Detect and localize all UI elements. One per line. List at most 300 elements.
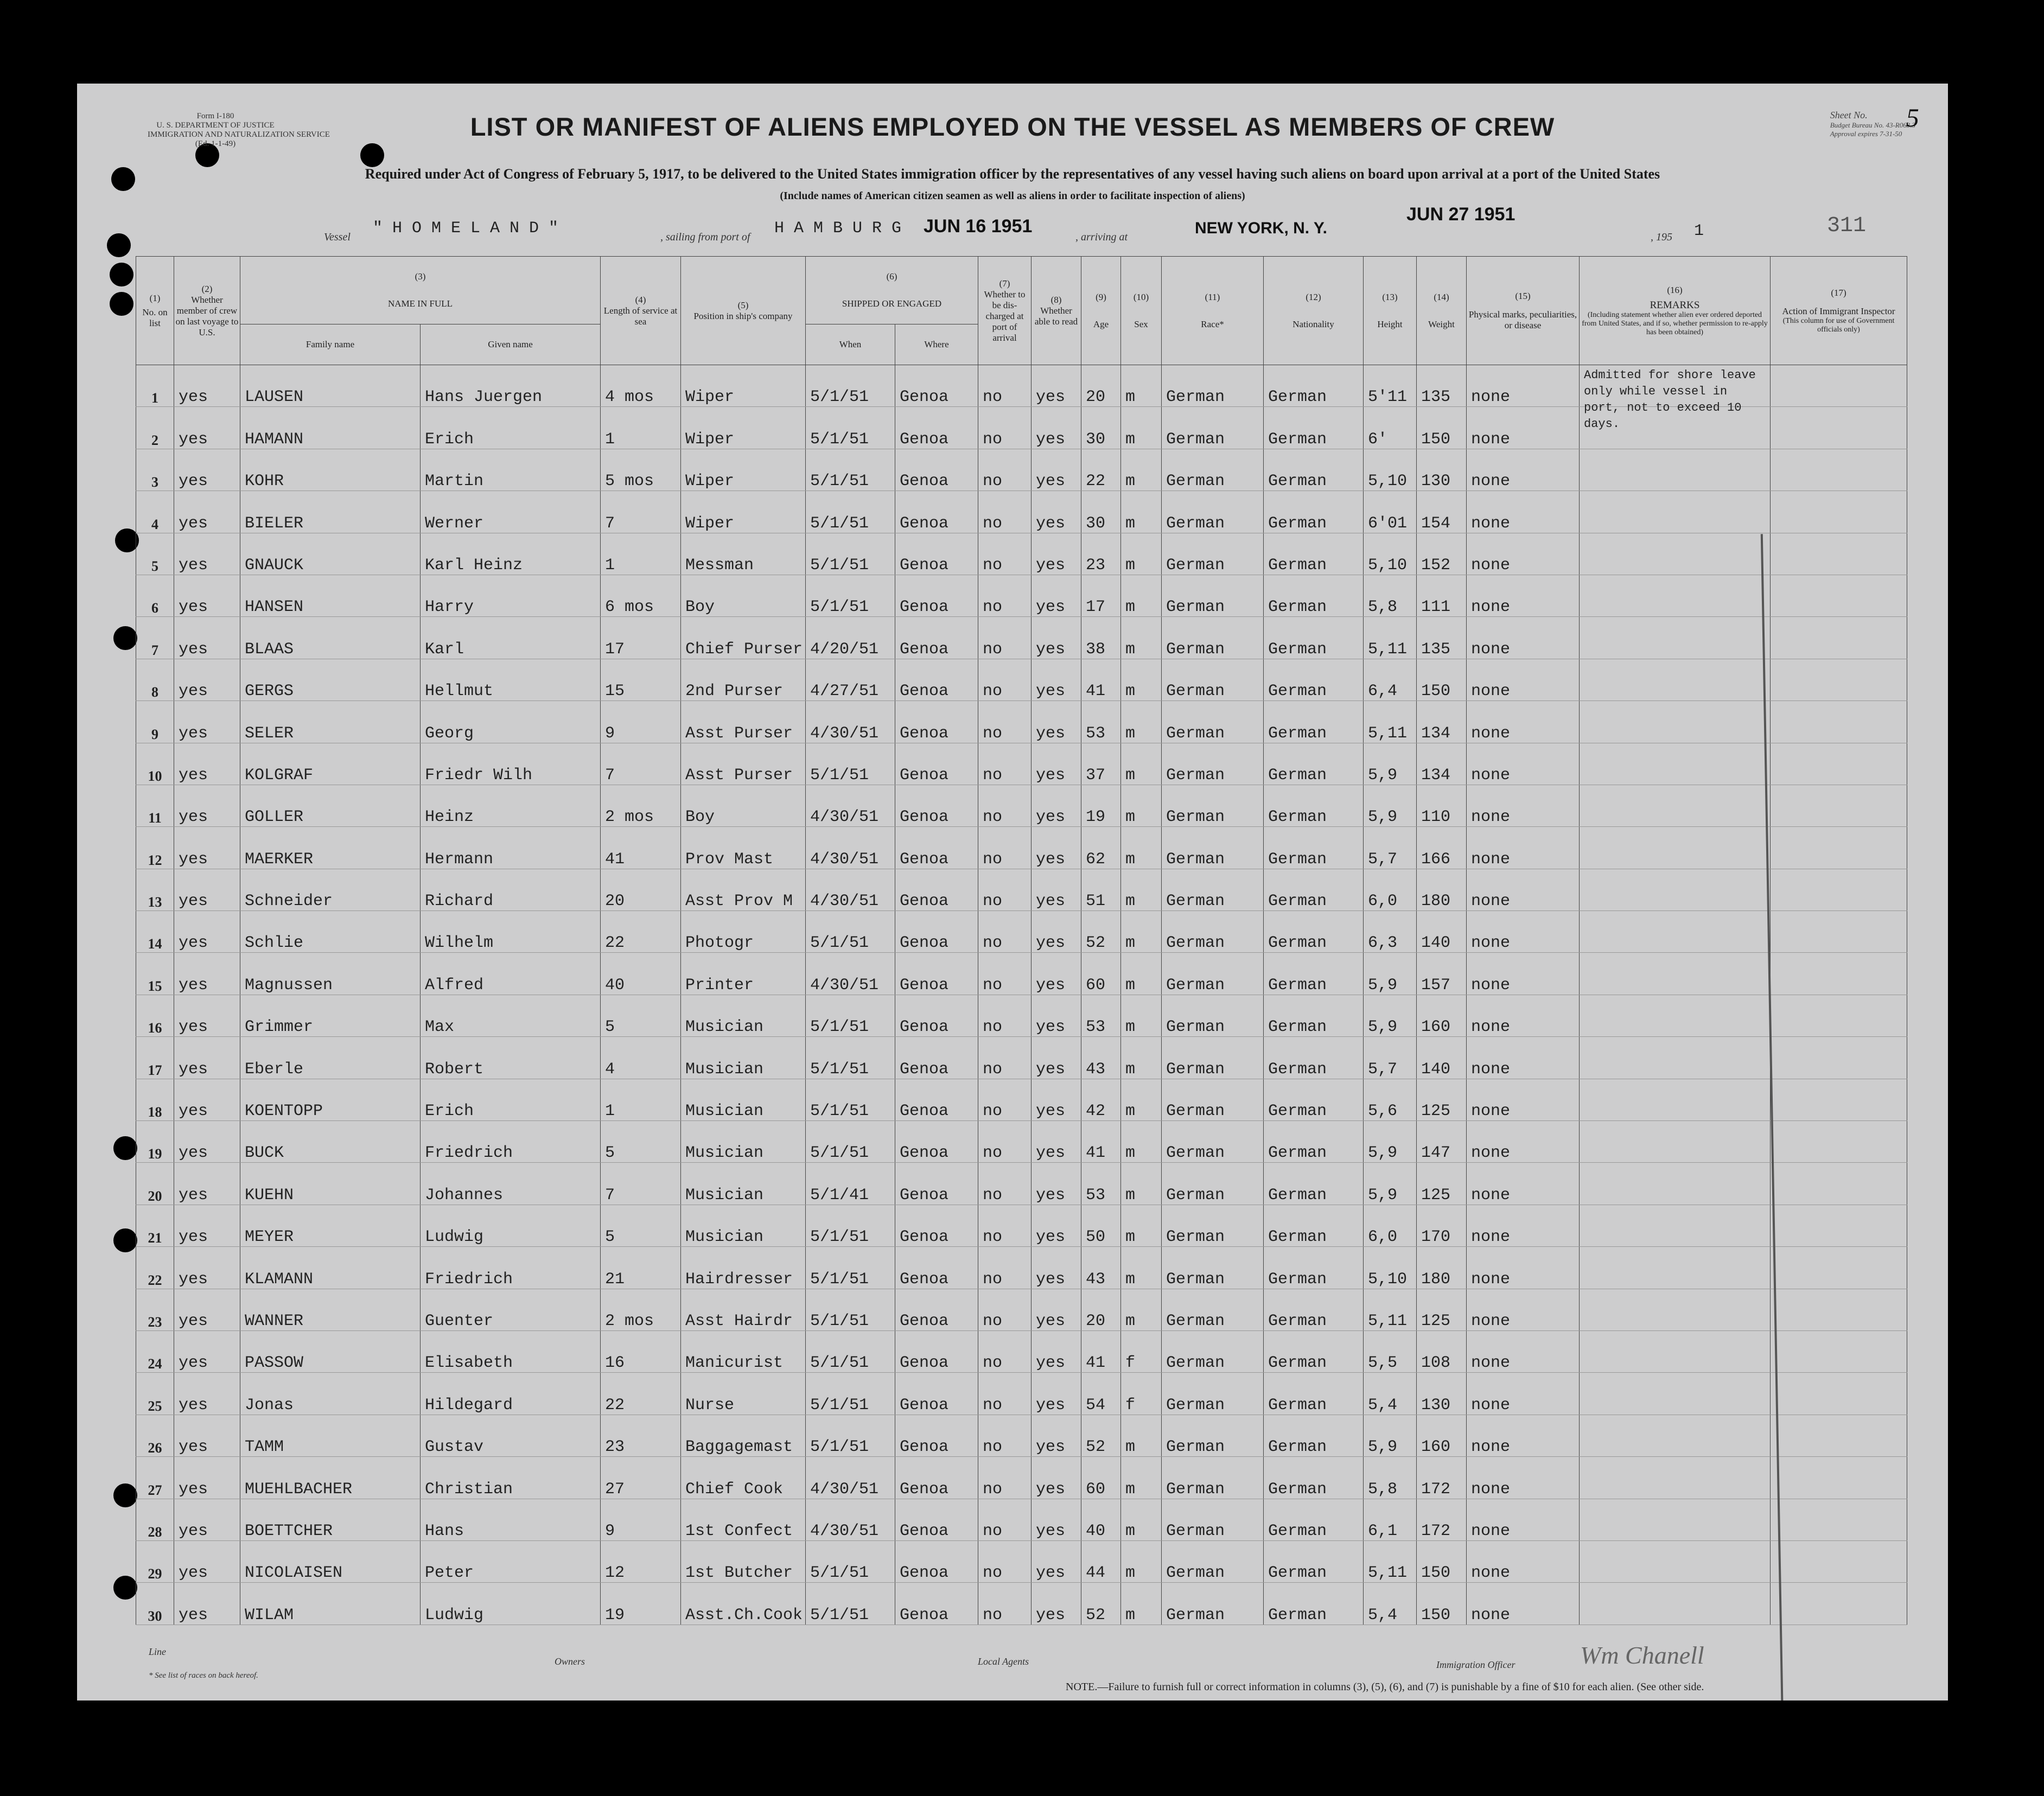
inspector-action-cell [1771, 869, 1907, 910]
row-number: 11 [136, 785, 174, 826]
sex-cell: m [1121, 701, 1162, 743]
row-number: 17 [136, 1037, 174, 1079]
table-row [136, 659, 1907, 700]
physical-marks-cell: none [1467, 701, 1580, 743]
inspector-action-cell [1771, 1247, 1907, 1289]
nationality-cell: German [1264, 365, 1364, 407]
table-row [136, 785, 1907, 826]
height-cell: 6,0 [1364, 1205, 1417, 1246]
shipped-where-cell: Genoa [895, 449, 978, 491]
race-cell: German [1162, 1037, 1264, 1079]
crew-manifest-table [136, 256, 1907, 1625]
weight-cell: 157 [1417, 953, 1467, 995]
position-cell: 1st Confect [681, 1499, 806, 1540]
col-able-to-read: (8) Whether able to read [1031, 257, 1081, 365]
discharge-cell: no [978, 659, 1031, 700]
race-cell: German [1162, 1415, 1264, 1456]
sheet-label: Sheet No. [1830, 110, 1868, 120]
nationality-cell: German [1264, 1037, 1364, 1079]
able-to-read-cell: yes [1031, 1037, 1081, 1079]
family-name-cell: BUCK [240, 1121, 421, 1163]
family-name-cell: Schneider [240, 869, 421, 910]
race-cell: German [1162, 785, 1264, 826]
row-number: 1 [136, 365, 174, 407]
discharge-cell: no [978, 1373, 1031, 1415]
table-row [136, 365, 1907, 407]
physical-marks-cell: none [1467, 743, 1580, 785]
family-name-cell: KLAMANN [240, 1247, 421, 1289]
position-cell: Asst Hairdr [681, 1289, 806, 1330]
col-shipped-where: Where [895, 324, 978, 365]
physical-marks-cell: none [1467, 1330, 1580, 1372]
age-cell: 37 [1081, 743, 1121, 785]
able-to-read-cell: yes [1031, 1415, 1081, 1456]
footer-line-label: Line [149, 1646, 167, 1657]
service-length-cell: 40 [601, 953, 681, 995]
race-cell: German [1162, 407, 1264, 449]
position-cell: Nurse [681, 1373, 806, 1415]
remarks-cell [1580, 449, 1771, 491]
shipped-where-cell: Genoa [895, 869, 978, 910]
discharge-cell: no [978, 1037, 1031, 1079]
shipped-when-cell: 4/30/51 [806, 869, 895, 910]
discharge-cell: no [978, 491, 1031, 533]
sheet-number: 5 [1906, 104, 1919, 132]
position-cell: 2nd Purser [681, 659, 806, 700]
nationality-cell: German [1264, 1373, 1364, 1415]
able-to-read-cell: yes [1031, 575, 1081, 616]
physical-marks-cell: none [1467, 1540, 1580, 1582]
shipped-when-cell: 4/30/51 [806, 785, 895, 826]
table-row [136, 1205, 1907, 1246]
family-name-cell: Eberle [240, 1037, 421, 1079]
able-to-read-cell: yes [1031, 617, 1081, 659]
service-length-cell: 15 [601, 659, 681, 700]
height-cell: 5,9 [1364, 743, 1417, 785]
discharge-cell: no [978, 1499, 1031, 1540]
inspector-action-cell [1771, 1079, 1907, 1120]
weight-cell: 110 [1417, 785, 1467, 826]
sex-cell: m [1121, 1163, 1162, 1205]
shipped-when-cell: 5/1/51 [806, 1121, 895, 1163]
table-row [136, 491, 1907, 533]
position-cell: Wiper [681, 491, 806, 533]
prev-voyage-cell: yes [174, 743, 240, 785]
service-length-cell: 21 [601, 1247, 681, 1289]
physical-marks-cell: none [1467, 1205, 1580, 1246]
weight-cell: 160 [1417, 995, 1467, 1036]
given-name-cell: Wilhelm [421, 911, 601, 953]
age-cell: 51 [1081, 869, 1121, 910]
physical-marks-cell: none [1467, 1289, 1580, 1330]
shipped-where-cell: Genoa [895, 1121, 978, 1163]
family-name-cell: Grimmer [240, 995, 421, 1036]
row-number: 3 [136, 449, 174, 491]
sex-cell: m [1121, 1415, 1162, 1456]
inspector-action-cell [1771, 1457, 1907, 1499]
arrival-date-stamp: JUN 27 1951 [1406, 204, 1516, 225]
remarks-text: Admitted for shore leave only while vessel in port, not to exceed 10 days. [1584, 368, 1756, 431]
physical-marks-cell: none [1467, 533, 1580, 575]
nationality-cell: German [1264, 1121, 1364, 1163]
able-to-read-cell: yes [1031, 1583, 1081, 1625]
col-shipped-when: When [806, 324, 895, 365]
prev-voyage-cell: yes [174, 1540, 240, 1582]
row-number: 5 [136, 533, 174, 575]
physical-marks-cell: none [1467, 575, 1580, 616]
age-cell: 42 [1081, 1079, 1121, 1120]
given-name-cell: Friedrich [421, 1121, 601, 1163]
table-row [136, 1457, 1907, 1499]
position-cell: Hairdresser [681, 1247, 806, 1289]
nationality-cell: German [1264, 869, 1364, 910]
shipped-when-cell: 5/1/51 [806, 1205, 895, 1246]
able-to-read-cell: yes [1031, 995, 1081, 1036]
age-cell: 23 [1081, 533, 1121, 575]
given-name-cell: Friedr Wilh [421, 743, 601, 785]
remarks-cell [1580, 1037, 1771, 1079]
punch-hole [113, 1228, 137, 1252]
height-cell: 5,7 [1364, 827, 1417, 869]
punch-hole [113, 1483, 137, 1507]
family-name-cell: KUEHN [240, 1163, 421, 1205]
race-cell: German [1162, 1373, 1264, 1415]
age-cell: 44 [1081, 1540, 1121, 1582]
shipped-when-cell: 5/1/51 [806, 491, 895, 533]
weight-cell: 134 [1417, 743, 1467, 785]
able-to-read-cell: yes [1031, 1205, 1081, 1246]
col-length-of-service: (4) Length of service at sea [601, 257, 681, 365]
height-cell: 6'01 [1364, 491, 1417, 533]
nationality-cell: German [1264, 1330, 1364, 1372]
shipped-when-cell: 4/30/51 [806, 1457, 895, 1499]
family-name-cell: Jonas [240, 1373, 421, 1415]
nationality-cell: German [1264, 407, 1364, 449]
physical-marks-cell: none [1467, 1583, 1580, 1625]
punch-hole [360, 143, 384, 167]
able-to-read-cell: yes [1031, 365, 1081, 407]
nationality-cell: German [1264, 827, 1364, 869]
header-row [136, 257, 1907, 324]
position-cell: Baggagemast [681, 1415, 806, 1456]
age-cell: 22 [1081, 449, 1121, 491]
inspector-action-cell [1771, 407, 1907, 449]
inspector-action-cell [1771, 743, 1907, 785]
service-length-cell: 7 [601, 1163, 681, 1205]
race-cell: German [1162, 1540, 1264, 1582]
nationality-cell: German [1264, 1499, 1364, 1540]
able-to-read-cell: yes [1031, 743, 1081, 785]
sex-cell: m [1121, 1499, 1162, 1540]
discharge-cell: no [978, 1163, 1031, 1205]
prev-voyage-cell: yes [174, 659, 240, 700]
service-length-cell: 2 mos [601, 1289, 681, 1330]
sex-cell: m [1121, 659, 1162, 700]
shipped-where-cell: Genoa [895, 827, 978, 869]
position-cell: Wiper [681, 449, 806, 491]
shipped-when-cell: 4/30/51 [806, 953, 895, 995]
prev-voyage-cell: yes [174, 1373, 240, 1415]
table-row [136, 533, 1907, 575]
physical-marks-cell: none [1467, 407, 1580, 449]
able-to-read-cell: yes [1031, 1247, 1081, 1289]
sex-cell: m [1121, 1205, 1162, 1246]
age-cell: 19 [1081, 785, 1121, 826]
shipped-when-cell: 5/1/51 [806, 533, 895, 575]
race-cell: German [1162, 953, 1264, 995]
race-cell: German [1162, 1121, 1264, 1163]
col-remarks: (16) REMARKS (Including statement whether alien ever ordered deported from United States, and if so, whether permission to re-apply has been obtained) [1580, 257, 1771, 365]
given-name-cell: Erich [421, 1079, 601, 1120]
physical-marks-cell: none [1467, 617, 1580, 659]
family-name-cell: GERGS [240, 659, 421, 700]
sex-cell: m [1121, 407, 1162, 449]
height-cell: 5,6 [1364, 1079, 1417, 1120]
prev-voyage-cell: yes [174, 911, 240, 953]
prev-voyage-cell: yes [174, 407, 240, 449]
race-cell: German [1162, 1079, 1264, 1120]
age-cell: 40 [1081, 1499, 1121, 1540]
shipped-when-cell: 5/1/51 [806, 575, 895, 616]
weight-cell: 135 [1417, 617, 1467, 659]
table-row [136, 743, 1907, 785]
sex-cell: m [1121, 617, 1162, 659]
service-length-cell: 19 [601, 1583, 681, 1625]
list-number: 311 [1827, 214, 1867, 238]
discharge-cell: no [978, 617, 1031, 659]
service-length-cell: 22 [601, 911, 681, 953]
position-cell: Chief Cook [681, 1457, 806, 1499]
weight-cell: 140 [1417, 911, 1467, 953]
shipped-where-cell: Genoa [895, 1247, 978, 1289]
remarks-cell [1580, 1373, 1771, 1415]
row-number: 18 [136, 1079, 174, 1120]
shipped-where-cell: Genoa [895, 491, 978, 533]
discharge-cell: no [978, 743, 1031, 785]
prev-voyage-cell: yes [174, 533, 240, 575]
position-cell: Musician [681, 1037, 806, 1079]
discharge-cell: no [978, 1079, 1031, 1120]
nationality-cell: German [1264, 1205, 1364, 1246]
family-name-cell: MUEHLBACHER [240, 1457, 421, 1499]
prev-voyage-cell: yes [174, 827, 240, 869]
family-name-cell: SELER [240, 701, 421, 743]
service-length-cell: 1 [601, 1079, 681, 1120]
able-to-read-cell: yes [1031, 491, 1081, 533]
inspector-action-cell [1771, 995, 1907, 1036]
height-cell: 6,3 [1364, 911, 1417, 953]
shipped-when-cell: 5/1/51 [806, 1540, 895, 1582]
given-name-cell: Erich [421, 407, 601, 449]
table-row [136, 617, 1907, 659]
discharge-cell: no [978, 1540, 1031, 1582]
remarks-cell [1580, 1079, 1771, 1120]
nationality-cell: German [1264, 785, 1364, 826]
age-cell: 20 [1081, 365, 1121, 407]
table-row [136, 1499, 1907, 1540]
weight-cell: 108 [1417, 1330, 1467, 1372]
prev-voyage-cell: yes [174, 1583, 240, 1625]
col-position: (5) Position in ship's company [681, 257, 806, 365]
remarks-cell [1580, 365, 1771, 431]
col-discharged: (7) Whether to be dis-charged at port of arrival [978, 257, 1031, 365]
race-cell: German [1162, 617, 1264, 659]
given-name-cell: Johannes [421, 1163, 601, 1205]
table-row [136, 911, 1907, 953]
service-length-cell: 9 [601, 1499, 681, 1540]
inspector-action-cell [1771, 1289, 1907, 1330]
sheet-number-block [1830, 104, 1919, 138]
service-length-cell: 5 [601, 1121, 681, 1163]
age-cell: 41 [1081, 1330, 1121, 1372]
sex-cell: m [1121, 995, 1162, 1036]
given-name-cell: Ludwig [421, 1583, 601, 1625]
height-cell: 5,10 [1364, 1247, 1417, 1289]
shipped-where-cell: Genoa [895, 953, 978, 995]
weight-cell: 125 [1417, 1079, 1467, 1120]
footer-owners-label: Owners [555, 1656, 585, 1667]
col-age: (9) Age [1081, 257, 1121, 365]
prev-voyage-cell: yes [174, 1163, 240, 1205]
able-to-read-cell: yes [1031, 701, 1081, 743]
shipped-when-cell: 5/1/51 [806, 1583, 895, 1625]
inspector-action-cell [1771, 1373, 1907, 1415]
able-to-read-cell: yes [1031, 407, 1081, 449]
age-cell: 30 [1081, 407, 1121, 449]
age-cell: 54 [1081, 1373, 1121, 1415]
table-row [136, 1540, 1907, 1582]
given-name-cell: Karl Heinz [421, 533, 601, 575]
col-previous-voyage: (2) Whether member of crew on last voyage to U.S. [174, 257, 240, 365]
shipped-when-cell: 5/1/51 [806, 1289, 895, 1330]
weight-cell: 150 [1417, 407, 1467, 449]
prev-voyage-cell: yes [174, 1289, 240, 1330]
shipped-when-cell: 5/1/51 [806, 365, 895, 407]
table-row [136, 827, 1907, 869]
height-cell: 6,0 [1364, 869, 1417, 910]
shipped-when-cell: 5/1/51 [806, 911, 895, 953]
discharge-cell: no [978, 449, 1031, 491]
given-name-cell: Martin [421, 449, 601, 491]
col-no-on-list: (1) No. on list [136, 257, 174, 365]
table-row [136, 1415, 1907, 1456]
sex-cell: m [1121, 491, 1162, 533]
position-cell: Prov Mast [681, 827, 806, 869]
able-to-read-cell: yes [1031, 1499, 1081, 1540]
race-cell: German [1162, 869, 1264, 910]
nationality-cell: German [1264, 701, 1364, 743]
weight-cell: 170 [1417, 1205, 1467, 1246]
nationality-cell: German [1264, 1163, 1364, 1205]
able-to-read-cell: yes [1031, 911, 1081, 953]
prev-voyage-cell: yes [174, 1079, 240, 1120]
family-name-cell: Magnussen [240, 953, 421, 995]
include-statement: (Include names of American citizen seamen as well as aliens in order to facilitate inspection of aliens) [780, 190, 1245, 202]
height-cell: 6,4 [1364, 659, 1417, 700]
prev-voyage-cell: yes [174, 953, 240, 995]
col-family-name: Family name [240, 324, 421, 365]
footer-agents-label: Local Agents [978, 1656, 1029, 1667]
shipped-where-cell: Genoa [895, 1037, 978, 1079]
given-name-cell: Elisabeth [421, 1330, 601, 1372]
shipped-where-cell: Genoa [895, 575, 978, 616]
table-row [136, 701, 1907, 743]
service-length-cell: 9 [601, 701, 681, 743]
able-to-read-cell: yes [1031, 953, 1081, 995]
height-cell: 5,9 [1364, 1415, 1417, 1456]
shipped-when-cell: 4/30/51 [806, 701, 895, 743]
inspector-action-cell [1771, 911, 1907, 953]
row-number: 8 [136, 659, 174, 700]
race-cell: German [1162, 743, 1264, 785]
nationality-cell: German [1264, 533, 1364, 575]
weight-cell: 154 [1417, 491, 1467, 533]
inspector-action-cell [1771, 1163, 1907, 1205]
race-cell: German [1162, 365, 1264, 407]
col-shipped-or-engaged: (6) SHIPPED OR ENGAGED [806, 257, 978, 324]
form-line: Form I-180 [196, 112, 234, 120]
height-cell: 5,9 [1364, 953, 1417, 995]
sex-cell: m [1121, 1121, 1162, 1163]
remarks-cell [1580, 1163, 1771, 1205]
sex-cell: f [1121, 1373, 1162, 1415]
col-inspector-action: (17) Action of Immigrant Inspector (This column for use of Government officials only) [1771, 257, 1907, 365]
height-cell: 5,8 [1364, 1457, 1417, 1499]
remarks-cell [1580, 659, 1771, 700]
nationality-cell: German [1264, 1457, 1364, 1499]
weight-cell: 125 [1417, 1289, 1467, 1330]
race-cell: German [1162, 491, 1264, 533]
prev-voyage-cell: yes [174, 1415, 240, 1456]
family-name-cell: MEYER [240, 1205, 421, 1246]
inspector-action-cell [1771, 1415, 1907, 1456]
height-cell: 5,11 [1364, 1289, 1417, 1330]
vessel-label: Vessel [324, 231, 351, 243]
inspector-action-cell [1771, 827, 1907, 869]
position-cell: Photogr [681, 911, 806, 953]
age-cell: 17 [1081, 575, 1121, 616]
family-name-cell: PASSOW [240, 1330, 421, 1372]
weight-cell: 134 [1417, 701, 1467, 743]
sex-cell: m [1121, 365, 1162, 407]
table-row [136, 953, 1907, 995]
remarks-cell [1580, 1121, 1771, 1163]
remarks-cell [1580, 911, 1771, 953]
position-cell: Boy [681, 785, 806, 826]
service-length-cell: 5 [601, 1205, 681, 1246]
shipped-where-cell: Genoa [895, 911, 978, 953]
able-to-read-cell: yes [1031, 869, 1081, 910]
nationality-cell: German [1264, 1247, 1364, 1289]
family-name-cell: Schlie [240, 911, 421, 953]
discharge-cell: no [978, 1205, 1031, 1246]
row-number: 19 [136, 1121, 174, 1163]
height-cell: 5,8 [1364, 575, 1417, 616]
row-number: 23 [136, 1289, 174, 1330]
position-cell: Asst Prov M [681, 869, 806, 910]
shipped-when-cell: 5/1/51 [806, 995, 895, 1036]
prev-voyage-cell: yes [174, 1330, 240, 1372]
race-cell: German [1162, 1205, 1264, 1246]
discharge-cell: no [978, 1457, 1031, 1499]
physical-marks-cell: none [1467, 827, 1580, 869]
able-to-read-cell: yes [1031, 449, 1081, 491]
remarks-cell [1580, 1415, 1771, 1456]
height-cell: 5,7 [1364, 1037, 1417, 1079]
family-name-cell: GNAUCK [240, 533, 421, 575]
weight-cell: 135 [1417, 365, 1467, 407]
punch-hole [110, 263, 133, 286]
